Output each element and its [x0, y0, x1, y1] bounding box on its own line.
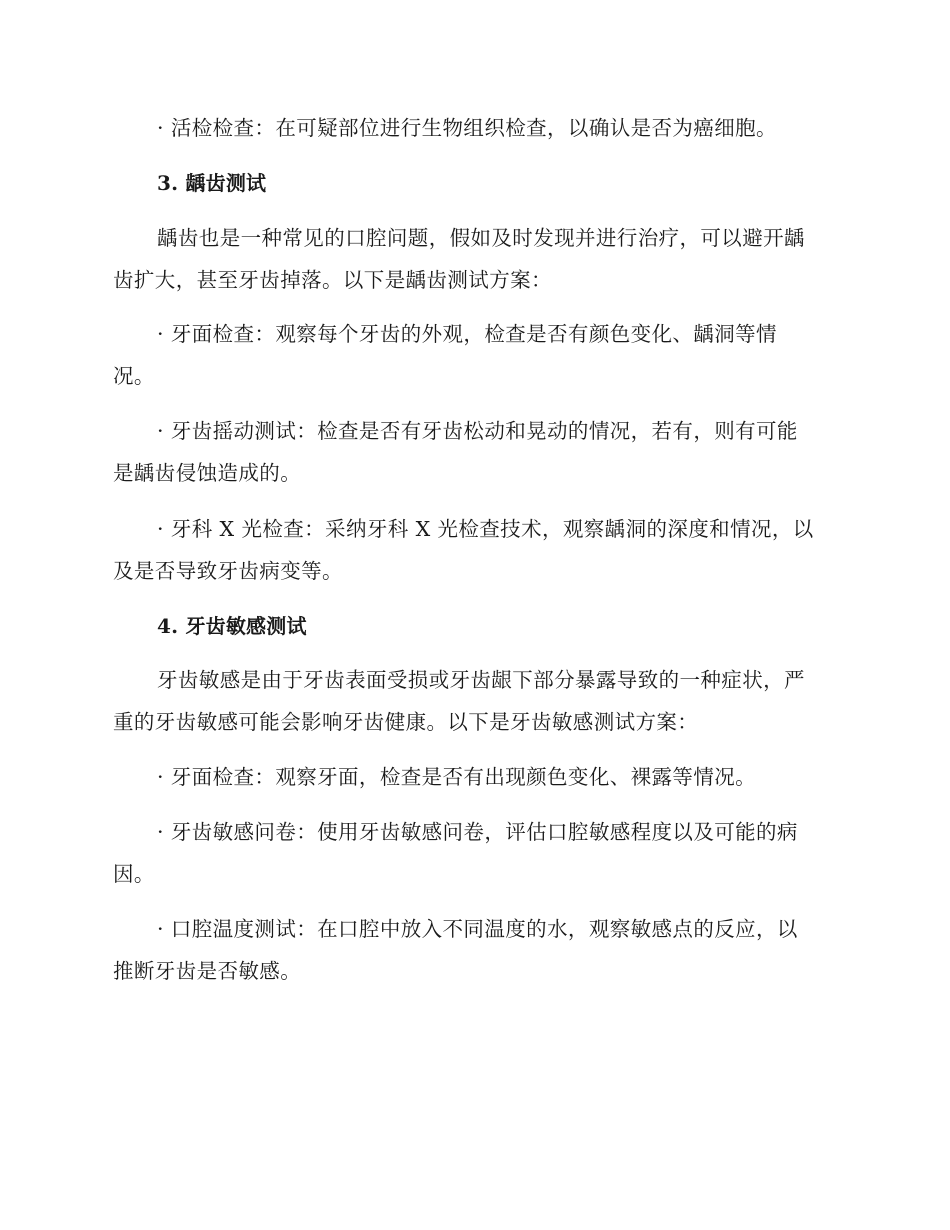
bullet-caries-surface-line-2: 况。	[113, 364, 155, 388]
bullet-caries-shake-line-1: · 牙齿摇动测试：检查是否有牙齿松动和晃动的情况，若有，则有可能	[157, 419, 798, 443]
bullet-caries-xray-line-1: · 牙科 X 光检查：采纳牙科 X 光检查技术，观察龋洞的深度和情况，以	[157, 517, 814, 541]
bullet-sensitivity-questionnaire-line-1: · 牙齿敏感问卷：使用牙齿敏感问卷，评估口腔敏感程度以及可能的病	[157, 820, 798, 844]
bullet-biopsy: · 活检检查：在可疑部位进行生物组织检查，以确认是否为癌细胞。	[157, 116, 777, 140]
section-heading-caries: 3. 龋齿测试	[157, 171, 267, 195]
bullet-caries-surface-line-1: · 牙面检查：观察每个牙齿的外观，检查是否有颜色变化、龋洞等情	[157, 322, 777, 346]
paragraph-caries-line-2: 齿扩大，甚至牙齿掉落。以下是龋齿测试方案：	[113, 268, 552, 292]
section-heading-sensitivity: 4. 牙齿敏感测试	[157, 614, 307, 638]
paragraph-sensitivity-line-2: 重的牙齿敏感可能会影响牙齿健康。以下是牙齿敏感测试方案：	[113, 710, 699, 734]
bullet-sensitivity-temperature-line-1: · 口腔温度测试：在口腔中放入不同温度的水，观察敏感点的反应，以	[157, 917, 798, 941]
bullet-sensitivity-questionnaire-line-2: 因。	[113, 862, 155, 886]
bullet-caries-shake-line-2: 是龋齿侵蚀造成的。	[113, 461, 302, 485]
bullet-sensitivity-surface: · 牙面检查：观察牙面，检查是否有出现颜色变化、裸露等情况。	[157, 765, 757, 789]
paragraph-caries-line-1: 龋齿也是一种常见的口腔问题，假如及时发现并进行治疗，可以避开龋	[157, 226, 805, 250]
bullet-caries-xray-line-2: 及是否导致牙齿病变等。	[113, 559, 343, 583]
paragraph-sensitivity-line-1: 牙齿敏感是由于牙齿表面受损或牙齿龈下部分暴露导致的一种症状，严	[157, 668, 805, 692]
bullet-sensitivity-temperature-line-2: 推断牙齿是否敏感。	[113, 959, 302, 983]
